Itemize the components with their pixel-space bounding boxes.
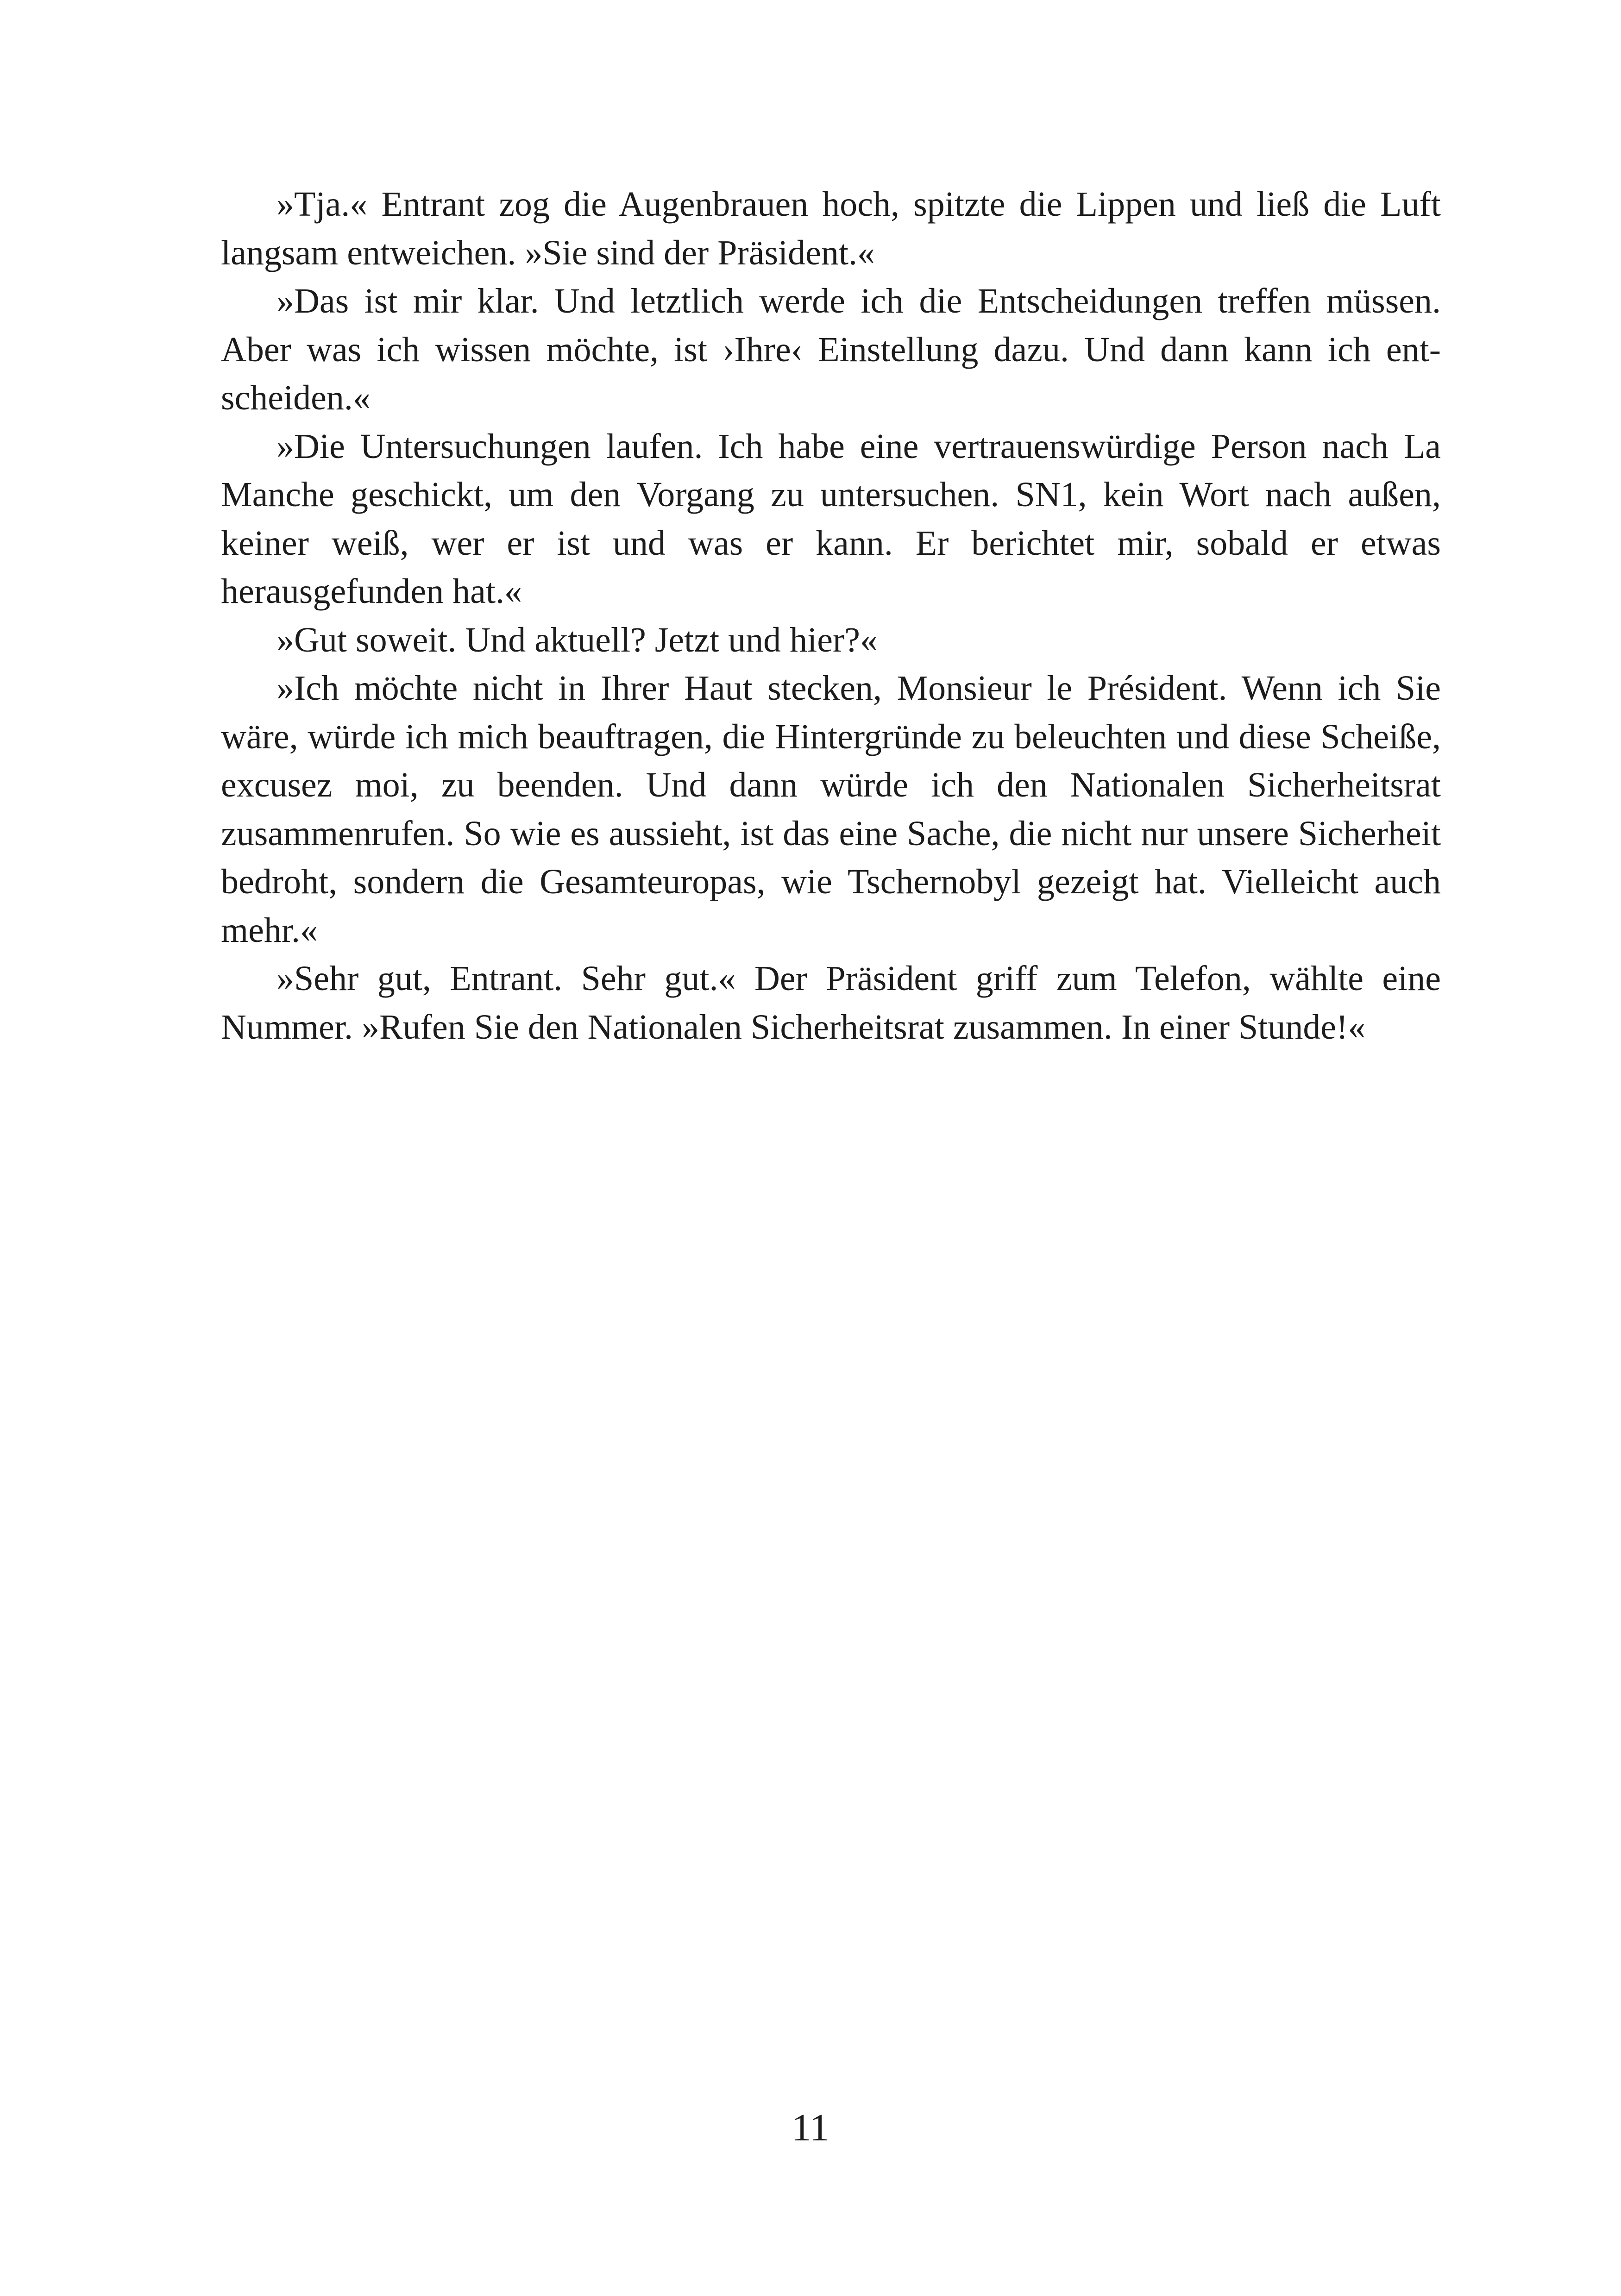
paragraph-6: »Sehr gut, Entrant. Sehr gut.« Der Präsident griff zum Telefon, wählte eine Nummer. »Rufen Sie den Nationalen Sicherheitsrat zusammen. In einer Stunde!« (221, 959, 1441, 1047)
paragraph-2: »Das ist mir klar. Und letztlich werde ich die Entscheidungen treffen müssen. Aber was ich wissen möchte, ist ›Ihre‹ Einstellung dazu. Und dann kann ich entscheiden.« (221, 282, 1441, 417)
body-text (221, 180, 1441, 1051)
page-number: 11 (792, 2106, 829, 2149)
paragraph-1: »Tja.« Entrant zog die Augenbrauen hoch, spitzte die Lippen und ließ die Luft langsam entweichen. »Sie sind der Präsident.« (221, 185, 1441, 272)
paragraph-3: »Die Untersuchungen laufen. Ich habe eine vertrauenswürdige Person nach La Manche geschickt, um den Vorgang zu untersuchen. SN1, kein Wort nach außen, keiner weiß, wer er ist und was er kann. Er berichtet mir, sobald er etwas herausgefunden hat.« (221, 427, 1441, 611)
paragraph-4: »Gut soweit. Und aktuell? Jetzt und hier?« (276, 620, 878, 659)
paragraph-5: »Ich möchte nicht in Ihrer Haut stecken, Monsieur le Président. Wenn ich Sie wäre, würde ich mich beauftragen, die Hintergründe zu beleuchten und diese Scheiße, excusez moi, zu beenden. Und dann würde ich den Nationalen Sicherheitsrat zusammenrufen. So wie es aussieht, ist das eine Sache, die nicht nur unsere Sicherheit bedroht, sondern die Gesamteuropas, wie Tschernobyl gezeigt hat. Vielleicht auch mehr.« (221, 669, 1441, 950)
